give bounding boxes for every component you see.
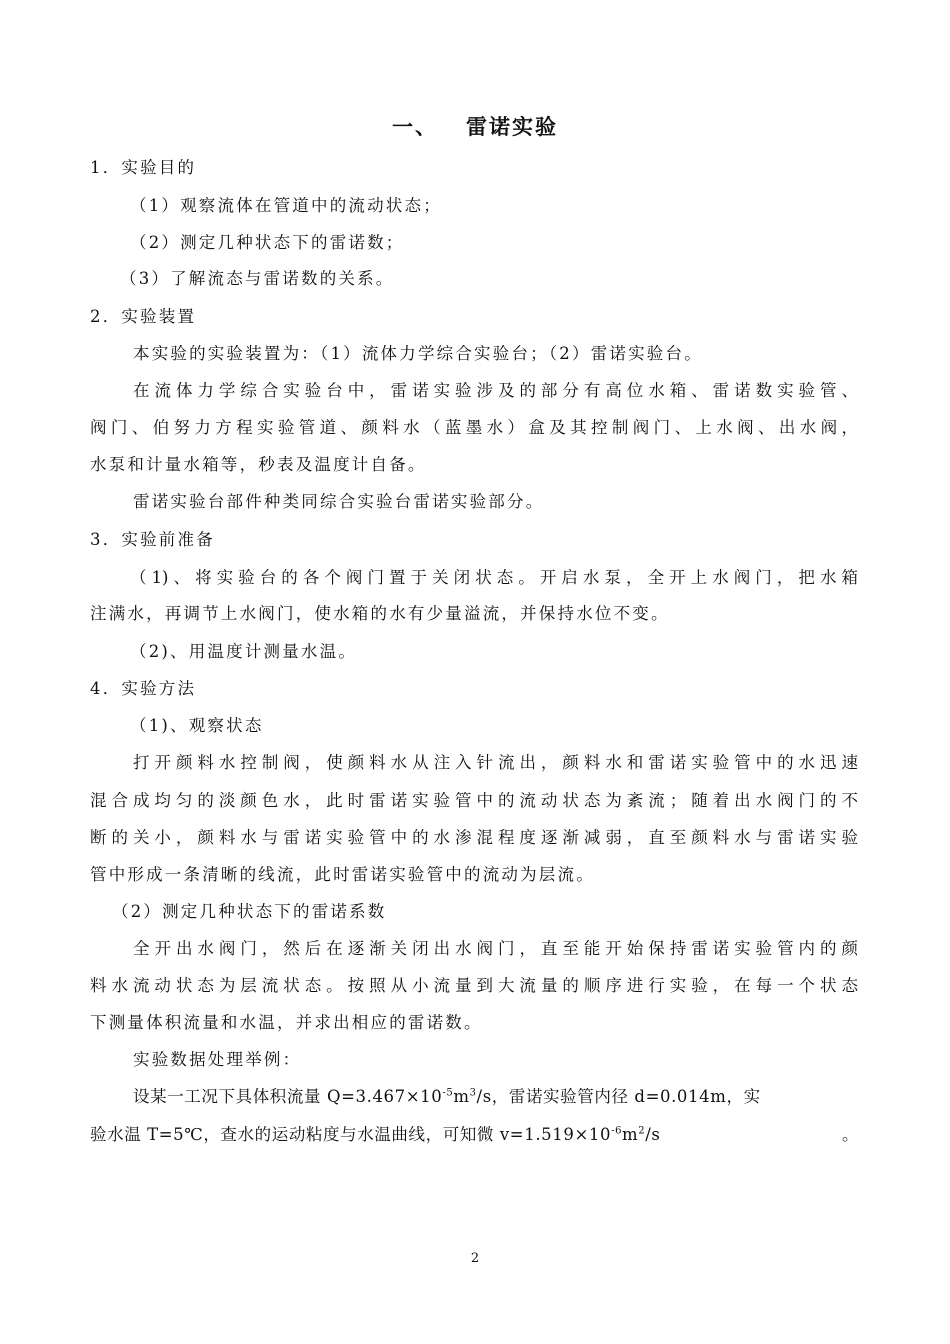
example-line-1-pre: 设某一工况下具体积流量 Q=3.467×10 (133, 1087, 443, 1106)
example-line-2-pre: 验水温 T=5℃，查水的运动粘度与水温曲线，可知微 v=1.519×10 (90, 1125, 612, 1144)
example-line-1-exp-1: -5 (442, 1087, 454, 1099)
page-title (0, 112, 950, 142)
example-line-2-end: 。 (842, 1125, 861, 1144)
section-2-para-2-line-3: 水泵和计量水箱等，秒表及温度计自备。 (90, 455, 427, 474)
section-2-para-3: 雷诺实验台部件种类同综合实验台雷诺实验部分。 (133, 492, 545, 511)
section-4-heading: 4．实验方法 (90, 679, 197, 698)
section-4-para-1-line-3: 断的关小，颜料水与雷诺实验管中的水渗混程度逐渐减弱，直至颜料水与雷诺实验 (90, 828, 858, 847)
example-line-2 (90, 1122, 661, 1148)
example-line-2-unit: m (622, 1125, 639, 1144)
section-3-para-1-line-2: 注满水，再调节上水阀门，使水箱的水有少量溢流，并保持水位不变。 (90, 604, 670, 623)
example-line-1-unit: m (453, 1087, 470, 1106)
section-4-sub-2: （2）测定几种状态下的雷诺系数 (112, 902, 387, 921)
example-line-2-exp-1: -6 (611, 1125, 623, 1137)
example-line-1-exp-2: 3 (469, 1087, 477, 1099)
section-4-para-1-line-2: 混合成均匀的淡颜色水，此时雷诺实验管中的流动状态为紊流；随着出水阀门的不 (90, 791, 858, 810)
section-1-heading: 1．实验目的 (90, 158, 197, 177)
example-line-2-post: /s (645, 1125, 661, 1144)
example-line-2-exp-2: 2 (638, 1125, 646, 1137)
example-heading: 实验数据处理举例： (133, 1050, 302, 1069)
section-2-heading: 2．实验装置 (90, 307, 197, 326)
section-1-item-1: （1）观察流体在管道中的流动状态； (130, 196, 442, 215)
section-4-para-1-line-4: 管中形成一条清晰的线流，此时雷诺实验管中的流动为层流。 (90, 865, 595, 884)
section-3-para-2: （2)、用温度计测量水温。 (130, 642, 358, 661)
page-number: 2 (470, 1251, 480, 1266)
section-1-item-2: （2）测定几种状态下的雷诺数； (130, 233, 405, 252)
section-2-para-2-line-2: 阀门、伯努力方程实验管道、颜料水（蓝墨水）盒及其控制阀门、上水阀、出水阀， (90, 418, 858, 437)
section-4-para-2-line-3: 下测量体积流量和水温，并求出相应的雷诺数。 (90, 1013, 483, 1032)
section-3-para-1-line-1: （1)、将实验台的各个阀门置于关闭状态。开启水泵，全开上水阀门，把水箱 (130, 568, 858, 587)
section-2-para-2-line-1: 在流体力学综合实验台中，雷诺实验涉及的部分有高位水箱、雷诺数实验管、 (133, 381, 858, 400)
section-4-para-2-line-2: 料水流动状态为层流状态。按照从小流量到大流量的顺序进行实验，在每一个状态 (90, 976, 858, 995)
section-4-para-2-line-1: 全开出水阀门，然后在逐渐关闭出水阀门，直至能开始保持雷诺实验管内的颜 (133, 939, 858, 958)
example-line-1-post: /s，雷诺实验管内径 d=0.014m，实 (476, 1087, 761, 1106)
title-text: 雷诺实验 (466, 115, 558, 139)
section-1-item-3: （3）了解流态与雷诺数的关系。 (120, 269, 395, 288)
title-number: 一、 (392, 115, 438, 139)
example-line-1 (133, 1084, 761, 1110)
section-4-para-1-line-1: 打开颜料水控制阀，使颜料水从注入针流出，颜料水和雷诺实验管中的水迅速 (133, 753, 858, 772)
section-4-sub-1: （1)、观察状态 (130, 716, 264, 735)
section-2-para-1: 本实验的实验装置为：（1）流体力学综合实验台；（2）雷诺实验台。 (133, 344, 703, 363)
section-3-heading: 3．实验前准备 (90, 530, 215, 549)
